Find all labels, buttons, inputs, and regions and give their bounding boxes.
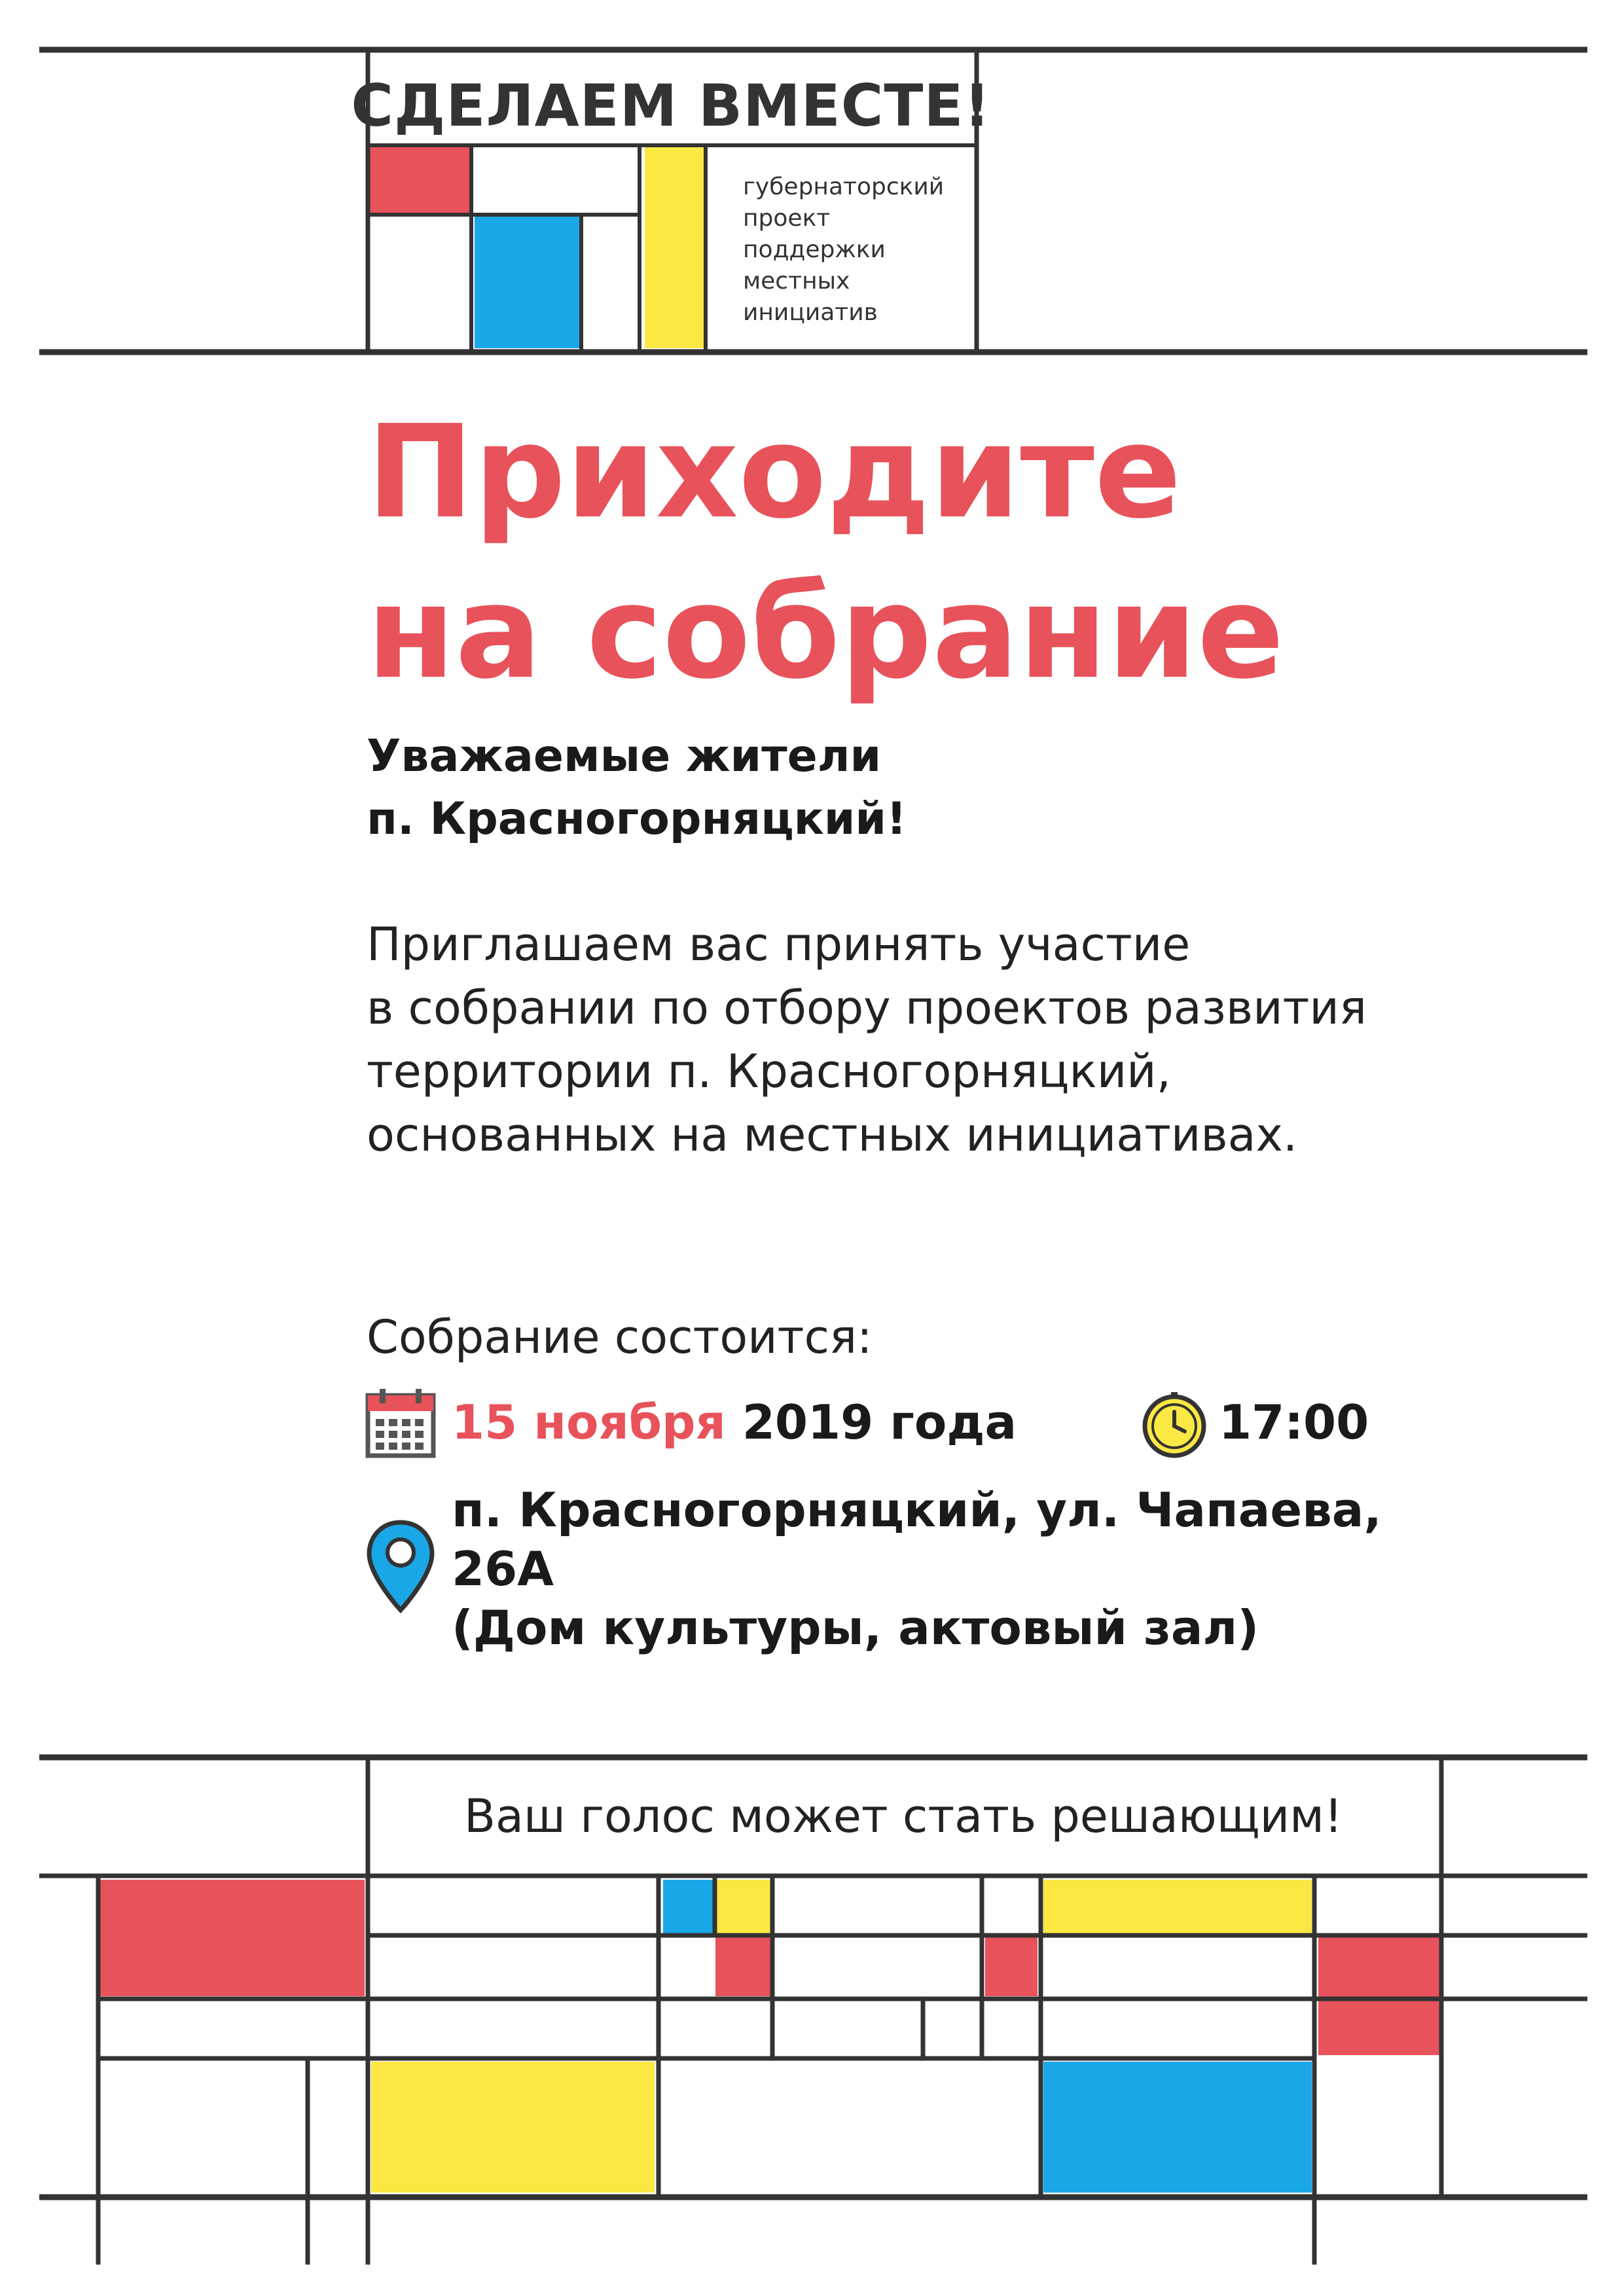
clock-icon (1139, 1391, 1210, 1462)
page-title (367, 393, 1545, 713)
meeting-address-line: п. Красногорняцкий, ул. Чапаева, (452, 1482, 1382, 1537)
logo-subtitle-line: поддержки (743, 236, 886, 263)
logo-blue-block (475, 216, 579, 348)
grid-blue-block-2 (1043, 2062, 1312, 2193)
logo-subtitle-line: проект (743, 205, 831, 232)
grid-blue-block-1 (663, 1880, 713, 1933)
footer-slogan: Ваш голос может стать решающим! (463, 1789, 1343, 1843)
greeting-line: п. Красногорняцкий! (367, 793, 907, 845)
meeting-address (452, 1480, 1499, 1657)
meeting-address-line: (Дом культуры, актовый зал) (452, 1600, 1259, 1655)
grid-yellow-block-2 (1043, 1880, 1312, 1933)
grid-red-block-1 (99, 1880, 365, 1996)
grid-red-block-4 (1318, 1937, 1443, 2055)
meeting-address-line: 26А (452, 1541, 554, 1596)
logo-title: СДЕЛАЕМ ВМЕСТЕ! (351, 71, 991, 139)
meeting-date (452, 1391, 1017, 1454)
grid-red-block-3 (985, 1937, 1038, 1996)
invitation-line: территории п. Красногорняцкий, (367, 1045, 1171, 1098)
logo-subtitle-line: местных (743, 268, 850, 295)
meeting-date-year: 2019 года (742, 1395, 1017, 1450)
logo-yellow-block (645, 147, 704, 348)
meeting-label: Собрание состоится: (367, 1310, 873, 1364)
calendar-icon (364, 1386, 437, 1460)
page-title-line: на собрание (367, 558, 1284, 708)
logo-subtitle-line: инициатив (743, 299, 878, 326)
page-title-line: Приходите (367, 398, 1182, 547)
logo-subtitle-line: губернаторский (743, 173, 945, 200)
grid-yellow-block-3 (371, 2062, 655, 2193)
meeting-date-day: 15 ноября (452, 1395, 726, 1450)
invitation-text (367, 913, 1545, 1167)
logo-subtitle (743, 171, 965, 329)
invitation-line: основанных на местных инициативах. (367, 1108, 1298, 1162)
location-pin-icon (364, 1517, 437, 1615)
grid-yellow-block-1 (715, 1880, 771, 1933)
invitation-line: Приглашаем вас принять участие (367, 918, 1191, 971)
greeting (367, 725, 1479, 851)
meeting-time: 17:00 (1219, 1395, 1369, 1450)
logo-red-block (370, 147, 469, 213)
invitation-line: в собрании по отбору проектов развития (367, 981, 1367, 1035)
greeting-line: Уважаемые жители (367, 730, 882, 782)
grid-red-block-2 (715, 1937, 771, 1996)
